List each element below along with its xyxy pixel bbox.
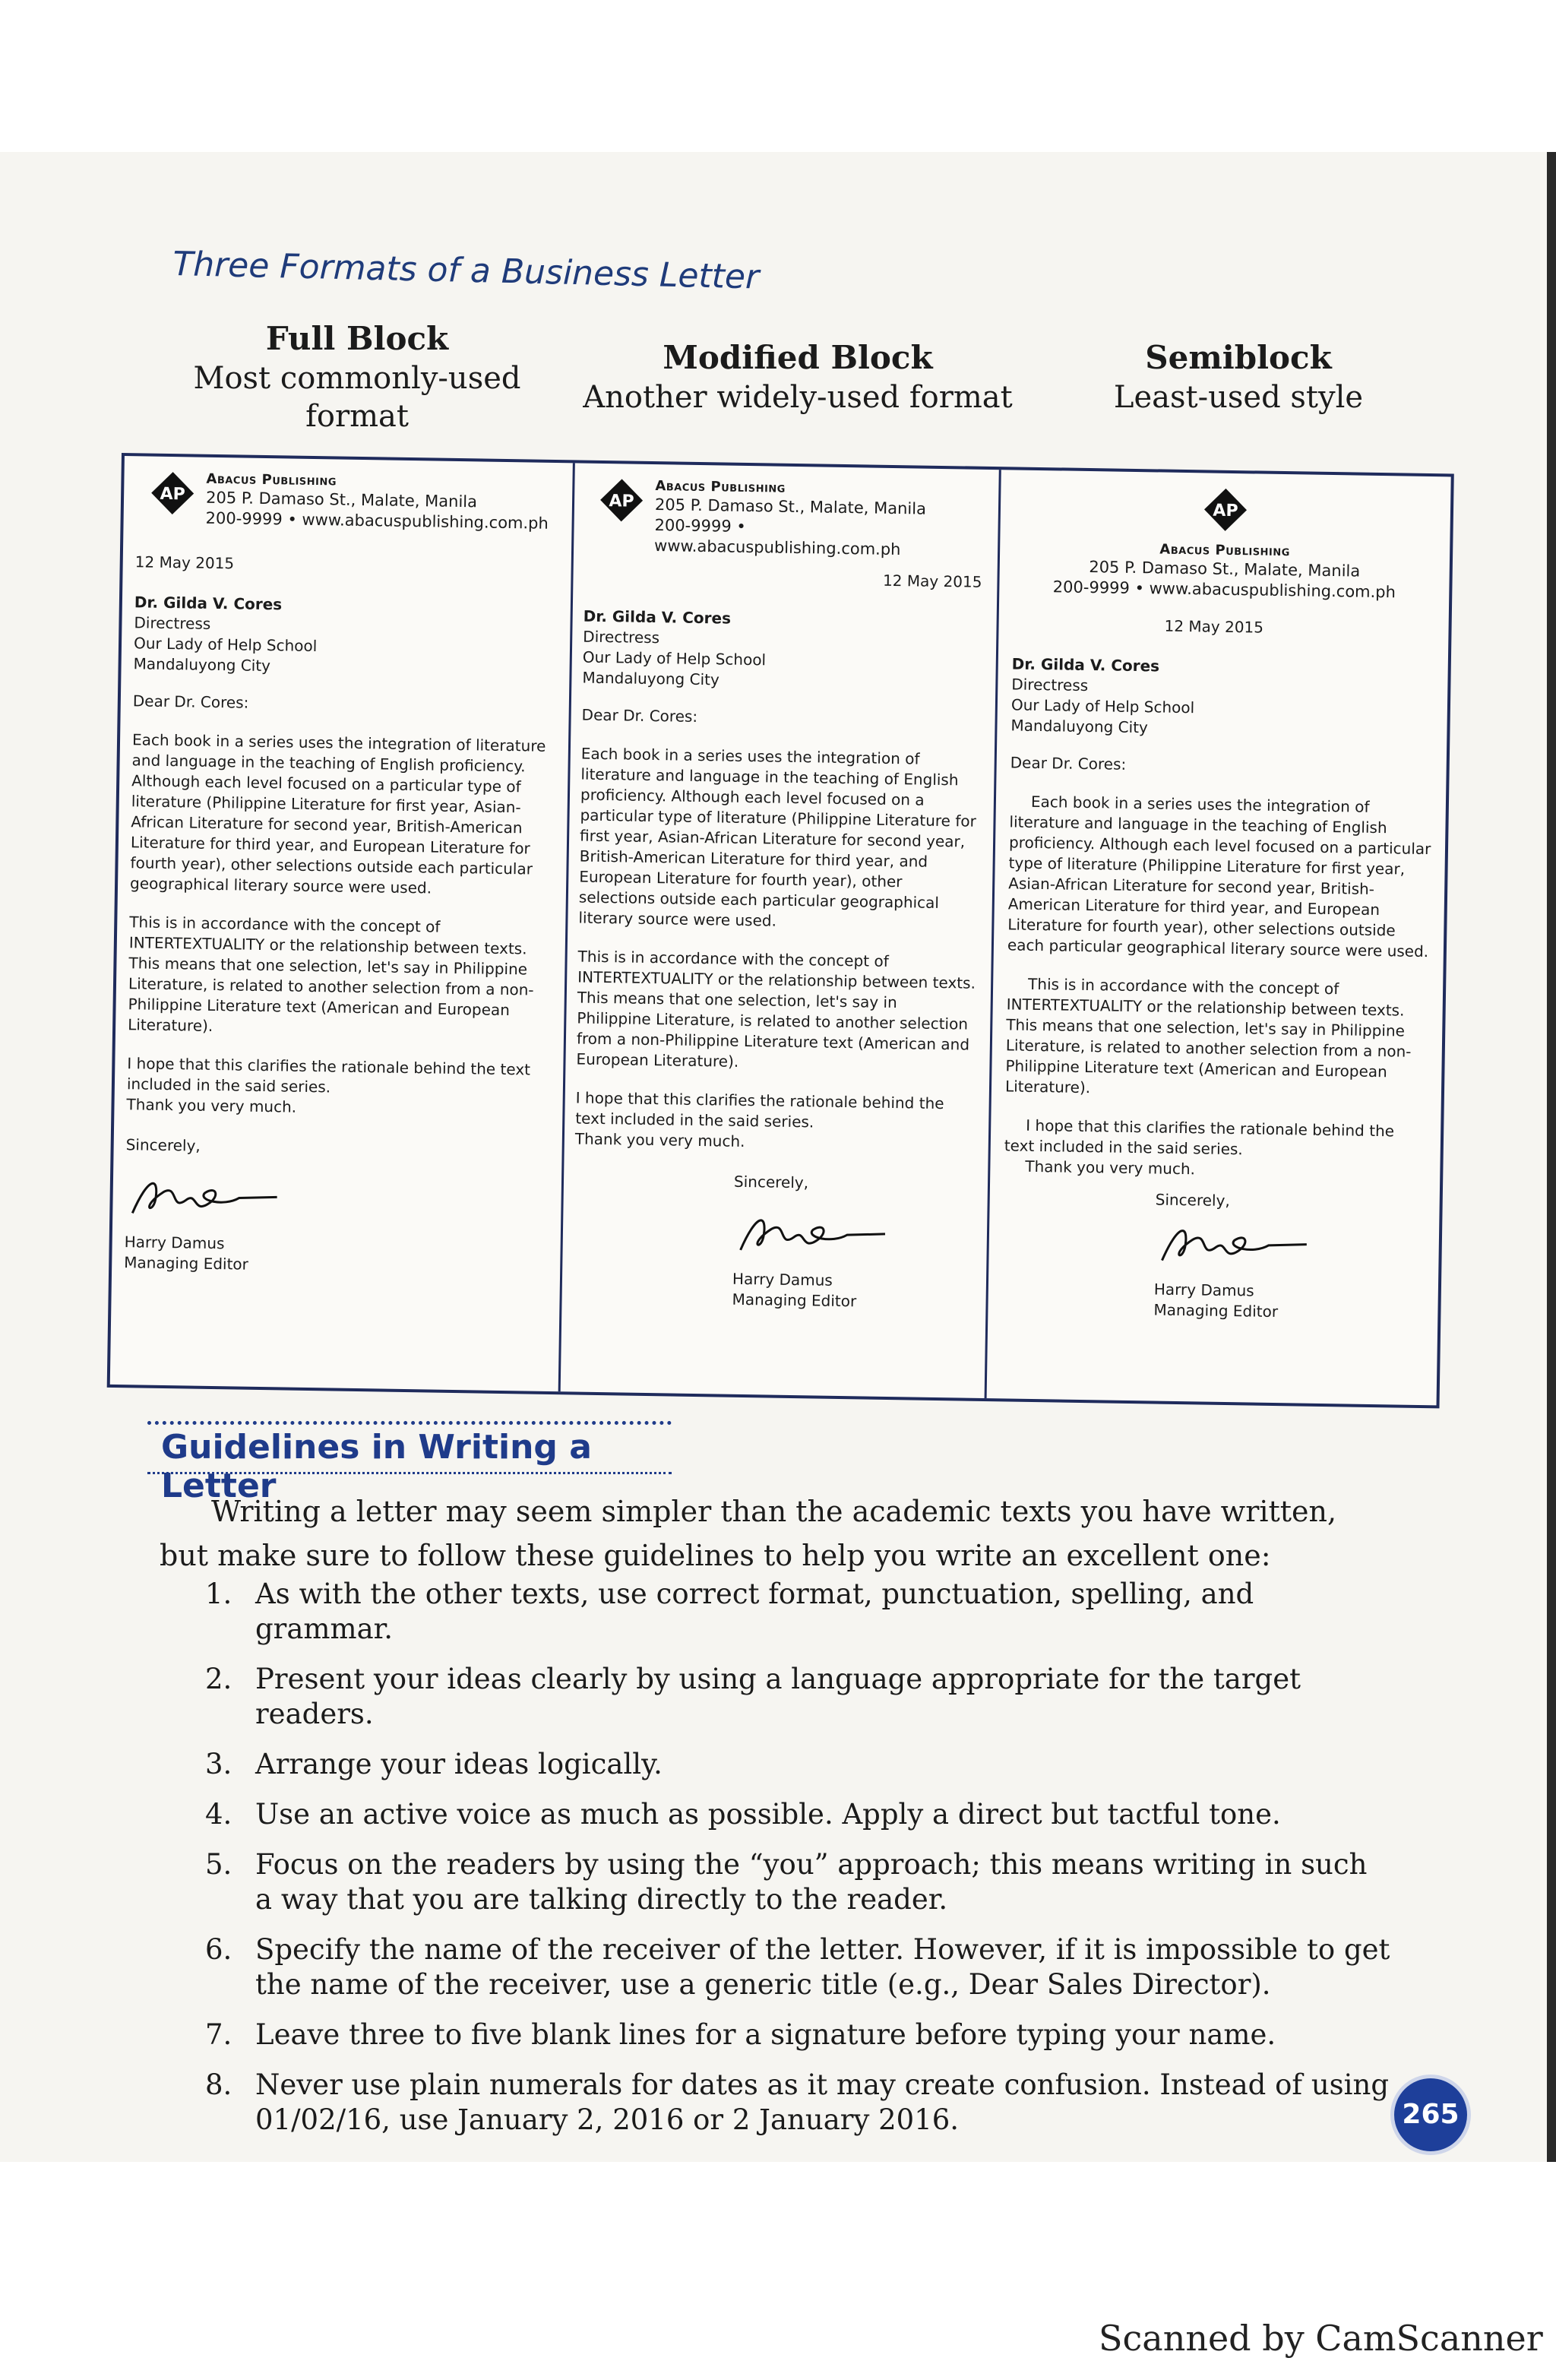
signature-image — [732, 1206, 893, 1261]
item-number: 5. — [205, 1848, 232, 1881]
format-description: Another widely-used format — [583, 379, 1013, 415]
item-text: Present your ideas clearly by using a language appropriate for the target readers. — [255, 1663, 1301, 1730]
recipient-title: Directress — [134, 613, 211, 633]
item-text: As with the other texts, use correct format, punctuation, spelling, and grammar. — [255, 1578, 1254, 1645]
format-heading-full-block — [175, 319, 539, 435]
publisher-contact: 200-9999 • www.abacuspublishing.com.ph — [653, 516, 901, 559]
body-paragraph: I hope that this clarifies the rationale behind the text included in the said series. — [575, 1088, 944, 1131]
recipient-name: Dr. Gilda V. Cores — [583, 606, 732, 628]
item-number: 4. — [205, 1798, 232, 1831]
salutation: Dear Dr. Cores: — [1010, 753, 1127, 774]
publisher-contact: 200-9999 • www.abacuspublishing.com.ph — [1052, 578, 1396, 602]
svg-text:AP: AP — [609, 492, 634, 511]
publisher-name: Abacus Publishing — [655, 478, 786, 496]
publisher-logo-icon — [1203, 486, 1249, 533]
complimentary-close: Sincerely, — [1155, 1190, 1230, 1211]
item-number: 8. — [205, 2068, 232, 2101]
publisher-address: 205 P. Damaso St., Malate, Manila — [1089, 558, 1361, 581]
signer-title: Managing Editor — [1153, 1300, 1279, 1321]
section-title: Three Formats of a Business Letter — [172, 245, 760, 297]
guidelines-heading-band — [147, 1421, 672, 1505]
signature-image — [125, 1169, 285, 1224]
signer-title: Managing Editor — [732, 1290, 857, 1311]
list-item — [205, 1932, 1390, 2002]
signer-name: Harry Damus — [124, 1233, 225, 1253]
svg-text:AP: AP — [1213, 501, 1238, 521]
guidelines-intro: Writing a letter may seem simpler than the academic texts you have written, but make sure to follow these guidelines to help you write an excellent one: — [160, 1495, 1337, 1572]
publisher-address: 205 P. Damaso St., Malate, Manila — [654, 495, 927, 518]
list-item — [205, 1847, 1390, 1917]
item-text: Focus on the readers by using the “you” approach; this means writing in such a way that you are talking directly to the reader. — [255, 1848, 1368, 1916]
format-heading-semiblock — [1079, 338, 1398, 416]
publisher-contact: 200-9999 • www.abacuspublishing.com.ph — [205, 508, 549, 533]
list-item — [205, 2018, 1390, 2052]
letterhead — [1013, 483, 1437, 603]
publisher-name: Abacus Publishing — [1159, 541, 1291, 560]
salutation: Dear Dr. Cores: — [132, 692, 249, 712]
format-heading-modified-block — [577, 338, 1018, 416]
letter-date: 12 May 2015 — [882, 571, 982, 591]
recipient-name: Dr. Gilda V. Cores — [1011, 654, 1160, 676]
svg-text:AP: AP — [160, 484, 185, 505]
page-number-badge: 265 — [1390, 2075, 1471, 2155]
salutation: Dear Dr. Cores: — [581, 705, 698, 726]
publisher-address: 205 P. Damaso St., Malate, Manila — [205, 488, 478, 511]
inside-address — [1010, 654, 1434, 742]
recipient-school: Our Lady of Help School — [133, 634, 318, 656]
recipient-title: Directress — [583, 627, 660, 647]
guidelines-title: Guidelines in Writing a Letter — [161, 1428, 592, 1505]
inside-address — [582, 606, 982, 695]
body-paragraph: This is in accordance with the concept of INTERTEXTUALITY or the relationship between texts. This means that one selection, let's say in Philippine Literature, is related to another selection from a non-Philippine Literature text (American and European Literature). — [576, 947, 976, 1071]
inside-address — [133, 592, 555, 681]
list-item — [205, 1797, 1390, 1832]
body-paragraph: Each book in a series uses the integration of literature and language in the teaching of English proficiency. Although each level focused on a particular type of literature (Philippine Literature for first year, Asian-African Literature for second year, British-American Literature for third year, and European Literature for fourth year), other selections outside each particular geographical literary source were used. — [1007, 792, 1431, 961]
item-text: Specify the name of the receiver of the letter. However, if it is impossible to get the name of the receiver, use a generic title (e.g., Dear Sales Director). — [255, 1933, 1390, 2001]
signer-name: Harry Damus — [1153, 1280, 1254, 1300]
letter-date: 12 May 2015 — [1164, 616, 1264, 637]
body-paragraph: This is in accordance with the concept of INTERTEXTUALITY or the relationship between texts. This means that one selection, let's say in Philippine Literature, is related to another selection from a non-Philippine Literature text (American and European Literature). — [127, 913, 534, 1035]
signer-title: Managing Editor — [124, 1253, 249, 1274]
format-description: Most commonly-used format — [193, 360, 521, 434]
list-item — [205, 1662, 1390, 1732]
item-text: Use an active voice as much as possible. Apply a direct but tactful tone. — [255, 1798, 1281, 1831]
complimentary-close: Sincerely, — [733, 1172, 809, 1192]
thanks-line: Thank you very much. — [574, 1129, 745, 1150]
publisher-logo-icon — [150, 470, 196, 517]
page-edge-shadow — [1547, 152, 1556, 2162]
letterhead — [149, 470, 557, 534]
recipient-city: Mandaluyong City — [1010, 716, 1149, 737]
recipient-city: Mandaluyong City — [133, 654, 271, 676]
body-paragraph: Each book in a series uses the integration of literature and language in the teaching of English proficiency. Although each level focused on a particular type of literature (Philippine Literature for first year, Asian-African Literature for second year, British-American Literature for third year, and European Literature for fourth year), other selections outside each particular geographical literary source were used. — [578, 744, 977, 930]
letter-samples-box — [107, 453, 1454, 1408]
publisher-name: Abacus Publishing — [206, 470, 337, 489]
letterhead — [598, 477, 984, 562]
item-number: 7. — [205, 2018, 232, 2051]
format-name: Modified Block — [663, 339, 933, 376]
body-paragraph: Each book in a series uses the integration of literature and language in the teaching of English proficiency. Although each level focused on a particular type of literature (Philippine Literature for first year, Asian-African Literature for second year, British-American Literature for third year, and European Literature for fourth year), other selections outside each particular geographical literary source were used. — [129, 730, 546, 897]
recipient-title: Directress — [1011, 675, 1089, 695]
recipient-school: Our Lady of Help School — [582, 647, 767, 669]
scanner-watermark: Scanned by CamScanner — [1099, 2318, 1543, 2359]
signer-name: Harry Damus — [732, 1269, 833, 1290]
item-number: 2. — [205, 1663, 232, 1695]
format-name: Full Block — [265, 320, 449, 357]
item-number: 1. — [205, 1578, 232, 1610]
thanks-line: Thank you very much. — [1025, 1157, 1196, 1179]
letter-date: 12 May 2015 — [134, 552, 235, 573]
list-item — [205, 1577, 1390, 1647]
recipient-city: Mandaluyong City — [582, 668, 719, 689]
item-text: Never use plain numerals for dates as it may create confusion. Instead of using 01/02/16, use January 2, 2016 or 2 January 2016. — [255, 2068, 1390, 2136]
recipient-school: Our Lady of Help School — [1010, 695, 1195, 717]
list-item — [205, 2068, 1390, 2138]
item-text: Leave three to five blank lines for a signature before typing your name. — [255, 2018, 1276, 2051]
list-item — [205, 1747, 1390, 1782]
recipient-name: Dr. Gilda V. Cores — [134, 593, 283, 614]
body-paragraph: I hope that this clarifies the rationale behind the text included in the said series. — [1004, 1116, 1395, 1159]
letter-semiblock — [987, 470, 1453, 1405]
format-description: Least-used style — [1113, 379, 1364, 415]
guidelines-list — [205, 1577, 1390, 2153]
signature-image — [1154, 1216, 1314, 1271]
item-text: Arrange your ideas logically. — [255, 1748, 663, 1780]
letter-modified-block — [561, 463, 999, 1398]
letter-full-block — [110, 456, 573, 1391]
publisher-logo-icon — [599, 477, 645, 524]
thanks-line: Thank you very much. — [126, 1095, 297, 1116]
format-name: Semiblock — [1145, 339, 1332, 376]
complimentary-close: Sincerely, — [125, 1135, 201, 1155]
body-paragraph: This is in accordance with the concept of INTERTEXTUALITY or the relationship between texts. This means that one selection, let's say in Philippine Literature, is related to another selection from a non-Philippine Literature text (American and European Literature). — [1004, 974, 1412, 1097]
body-paragraph: I hope that this clarifies the rationale behind the text included in the said series. — [126, 1054, 531, 1097]
item-number: 3. — [205, 1748, 232, 1780]
item-number: 6. — [205, 1933, 232, 1966]
